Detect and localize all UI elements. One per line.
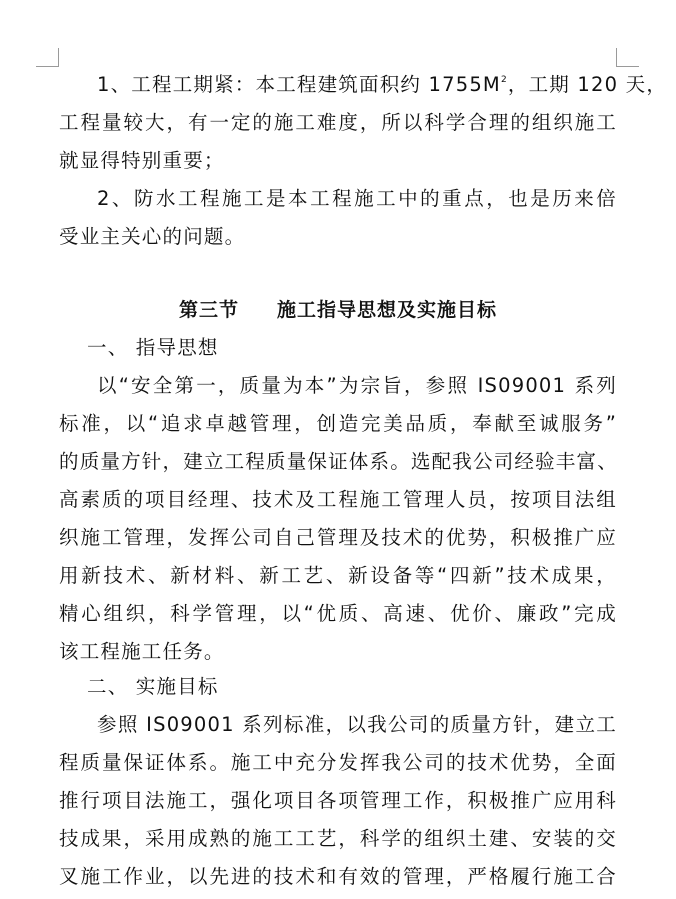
subsection-1-heading: 一、 指导思想 [87,336,219,359]
paragraph-1-line-2: 工程量较大，有一定的施工难度，所以科学合理的组织施工 [59,111,617,134]
paragraph-1-line-3: 就显得特别重要； [59,149,225,172]
subsection-2-line-3: 推行项目法施工，强化项目各项管理工作，积极推广应用科 [59,789,617,812]
subsection-1-line-7: 精心组织，科学管理，以“优质、高速、优价、廉政”完成 [59,602,617,625]
subsection-2-line-2: 程质量保证体系。施工中充分发挥我公司的技术优势，全面 [59,751,617,774]
paragraph-2-line-2: 受业主关心的问题。 [59,225,246,248]
subsection-1-line-4: 高素质的项目经理、技术及工程施工管理人员，按项目法组 [59,488,617,511]
subsection-1-line-5: 织施工管理，发挥公司自己管理及技术的优势，积极推广应 [59,526,617,549]
subsection-1-line-3: 的质量方针，建立工程质量保证体系。选配我公司经验丰富、 [59,450,618,473]
page-corner-mark-top-right [616,48,639,67]
subsection-1-line-6: 用新技术、新材料、新工艺、新设备等“四新”技术成果， [59,564,617,587]
subsection-1-line-1: 以“安全第一，质量为本”为宗旨，参照 IS09001 系列 [97,374,617,397]
subsection-1-line-8: 该工程施工任务。 [59,640,225,663]
section-heading [59,291,617,329]
section-number: 第三节 [178,299,239,321]
subsection-2-line-1: 参照 IS09001 系列标准，以我公司的质量方针，建立工 [97,713,617,736]
subsection-2-line-5: 叉施工作业，以先进的技术和有效的管理，严格履行施工合 [59,865,617,888]
subsection-1-line-2: 标准，以“追求卓越管理，创造完美品质，奉献至诚服务” [59,412,617,435]
subsection-2-heading: 二、 实施目标 [87,675,219,698]
paragraph-1-line-1: 1、工程工期紧：本工程建筑面积约 $1755M^2$，工期 120 天， [97,73,668,96]
paragraph-2-line-1: 2、防水工程施工是本工程施工中的重点，也是历来倍 [97,187,617,210]
superscript-2: 2 [500,75,508,85]
section-title: 施工指导思想及实施目标 [277,299,498,321]
page-corner-mark-top-left [36,48,59,67]
subsection-2-line-4: 技成果，采用成熟的施工工艺，科学的组织土建、安装的交 [59,827,617,850]
